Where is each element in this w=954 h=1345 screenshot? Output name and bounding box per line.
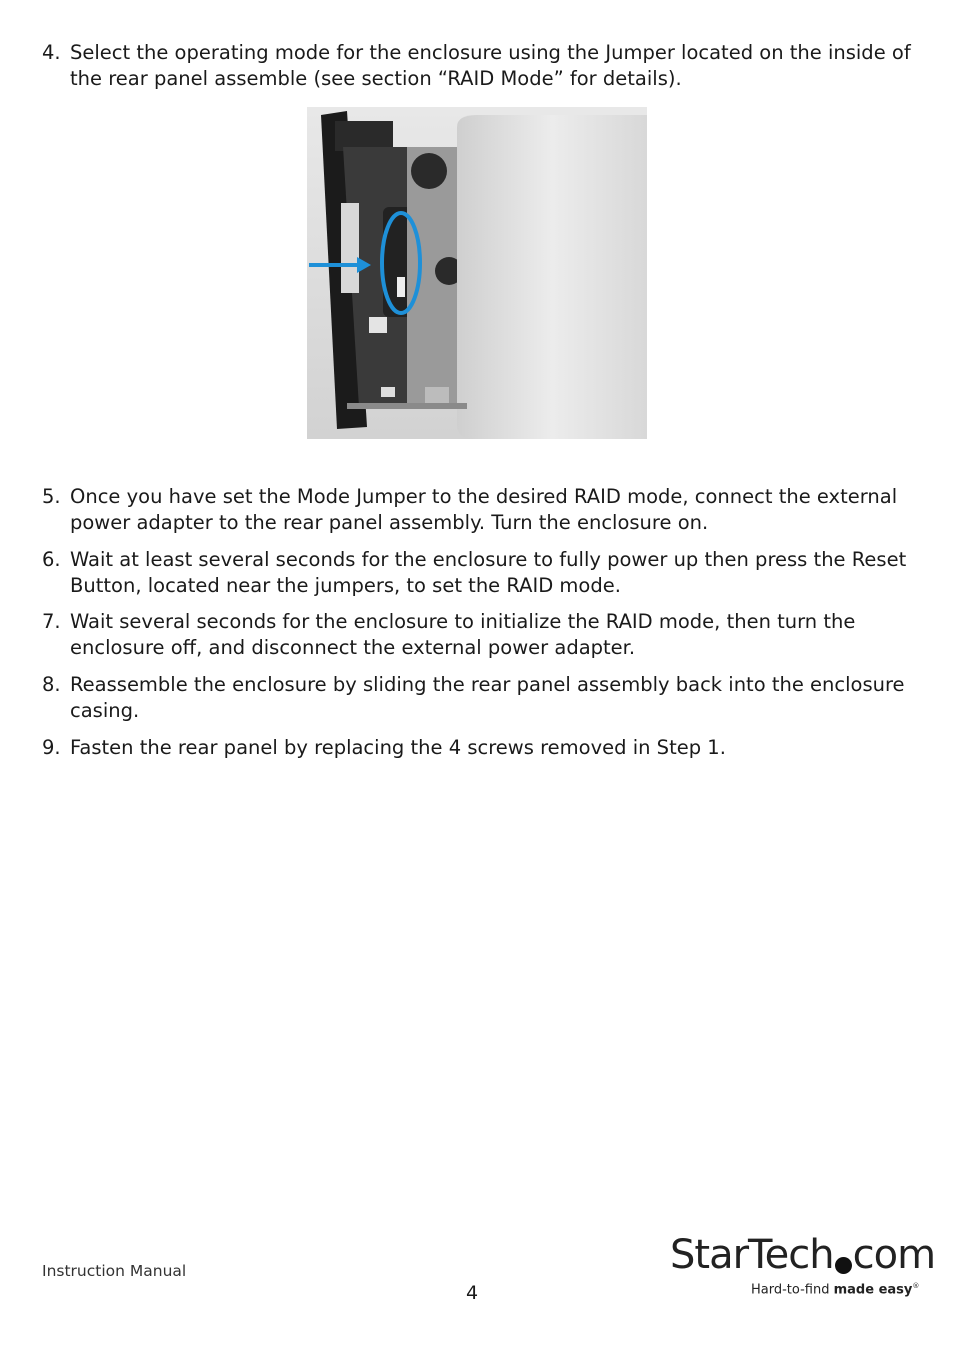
step-number: 8.	[42, 673, 61, 696]
brand-wordmark	[670, 1232, 935, 1278]
step-number: 5.	[42, 485, 61, 508]
footer-label: Instruction Manual	[42, 1262, 187, 1280]
step-number: 6.	[42, 548, 61, 571]
step-text: Select the operating mode for the enclosure using the Jumper located on the inside of the rear panel assemble (see section “RAID Mode” for details).	[70, 41, 911, 90]
step-5	[42, 484, 922, 536]
step-text: Wait several seconds for the enclosure to initialize the RAID mode, then turn the enclosure off, and disconnect the external power adapter.	[70, 610, 856, 659]
page-number: 4	[466, 1282, 479, 1304]
brand-right: com	[852, 1232, 936, 1278]
brand-tagline: Hard-to-find made easy®	[751, 1282, 920, 1298]
brand-dot-icon	[835, 1257, 852, 1274]
step-text: Wait at least several seconds for the enclosure to fully power up then press the Reset Button, located near the jumpers, to set the RAID mode.	[70, 548, 907, 597]
startech-logo	[670, 1232, 936, 1304]
enclosure-jumper-illustration	[307, 107, 647, 439]
brand-left: StarTech	[670, 1232, 834, 1278]
step-9	[42, 735, 922, 761]
step-number: 4.	[42, 41, 61, 64]
step-number: 9.	[42, 736, 61, 759]
enclosure-jumper-photo	[307, 107, 647, 439]
step-text: Reassemble the enclosure by sliding the rear panel assembly back into the enclosure casing.	[70, 673, 905, 722]
step-number: 7.	[42, 610, 61, 633]
step-text: Once you have set the Mode Jumper to the desired RAID mode, connect the external power adapter to the rear panel assembly. Turn the enclosure on.	[70, 485, 898, 534]
step-6	[42, 547, 922, 599]
step-7	[42, 609, 922, 661]
step-4	[42, 40, 922, 92]
step-8	[42, 672, 922, 724]
step-text: Fasten the rear panel by replacing the 4 screws removed in Step 1.	[70, 736, 726, 759]
